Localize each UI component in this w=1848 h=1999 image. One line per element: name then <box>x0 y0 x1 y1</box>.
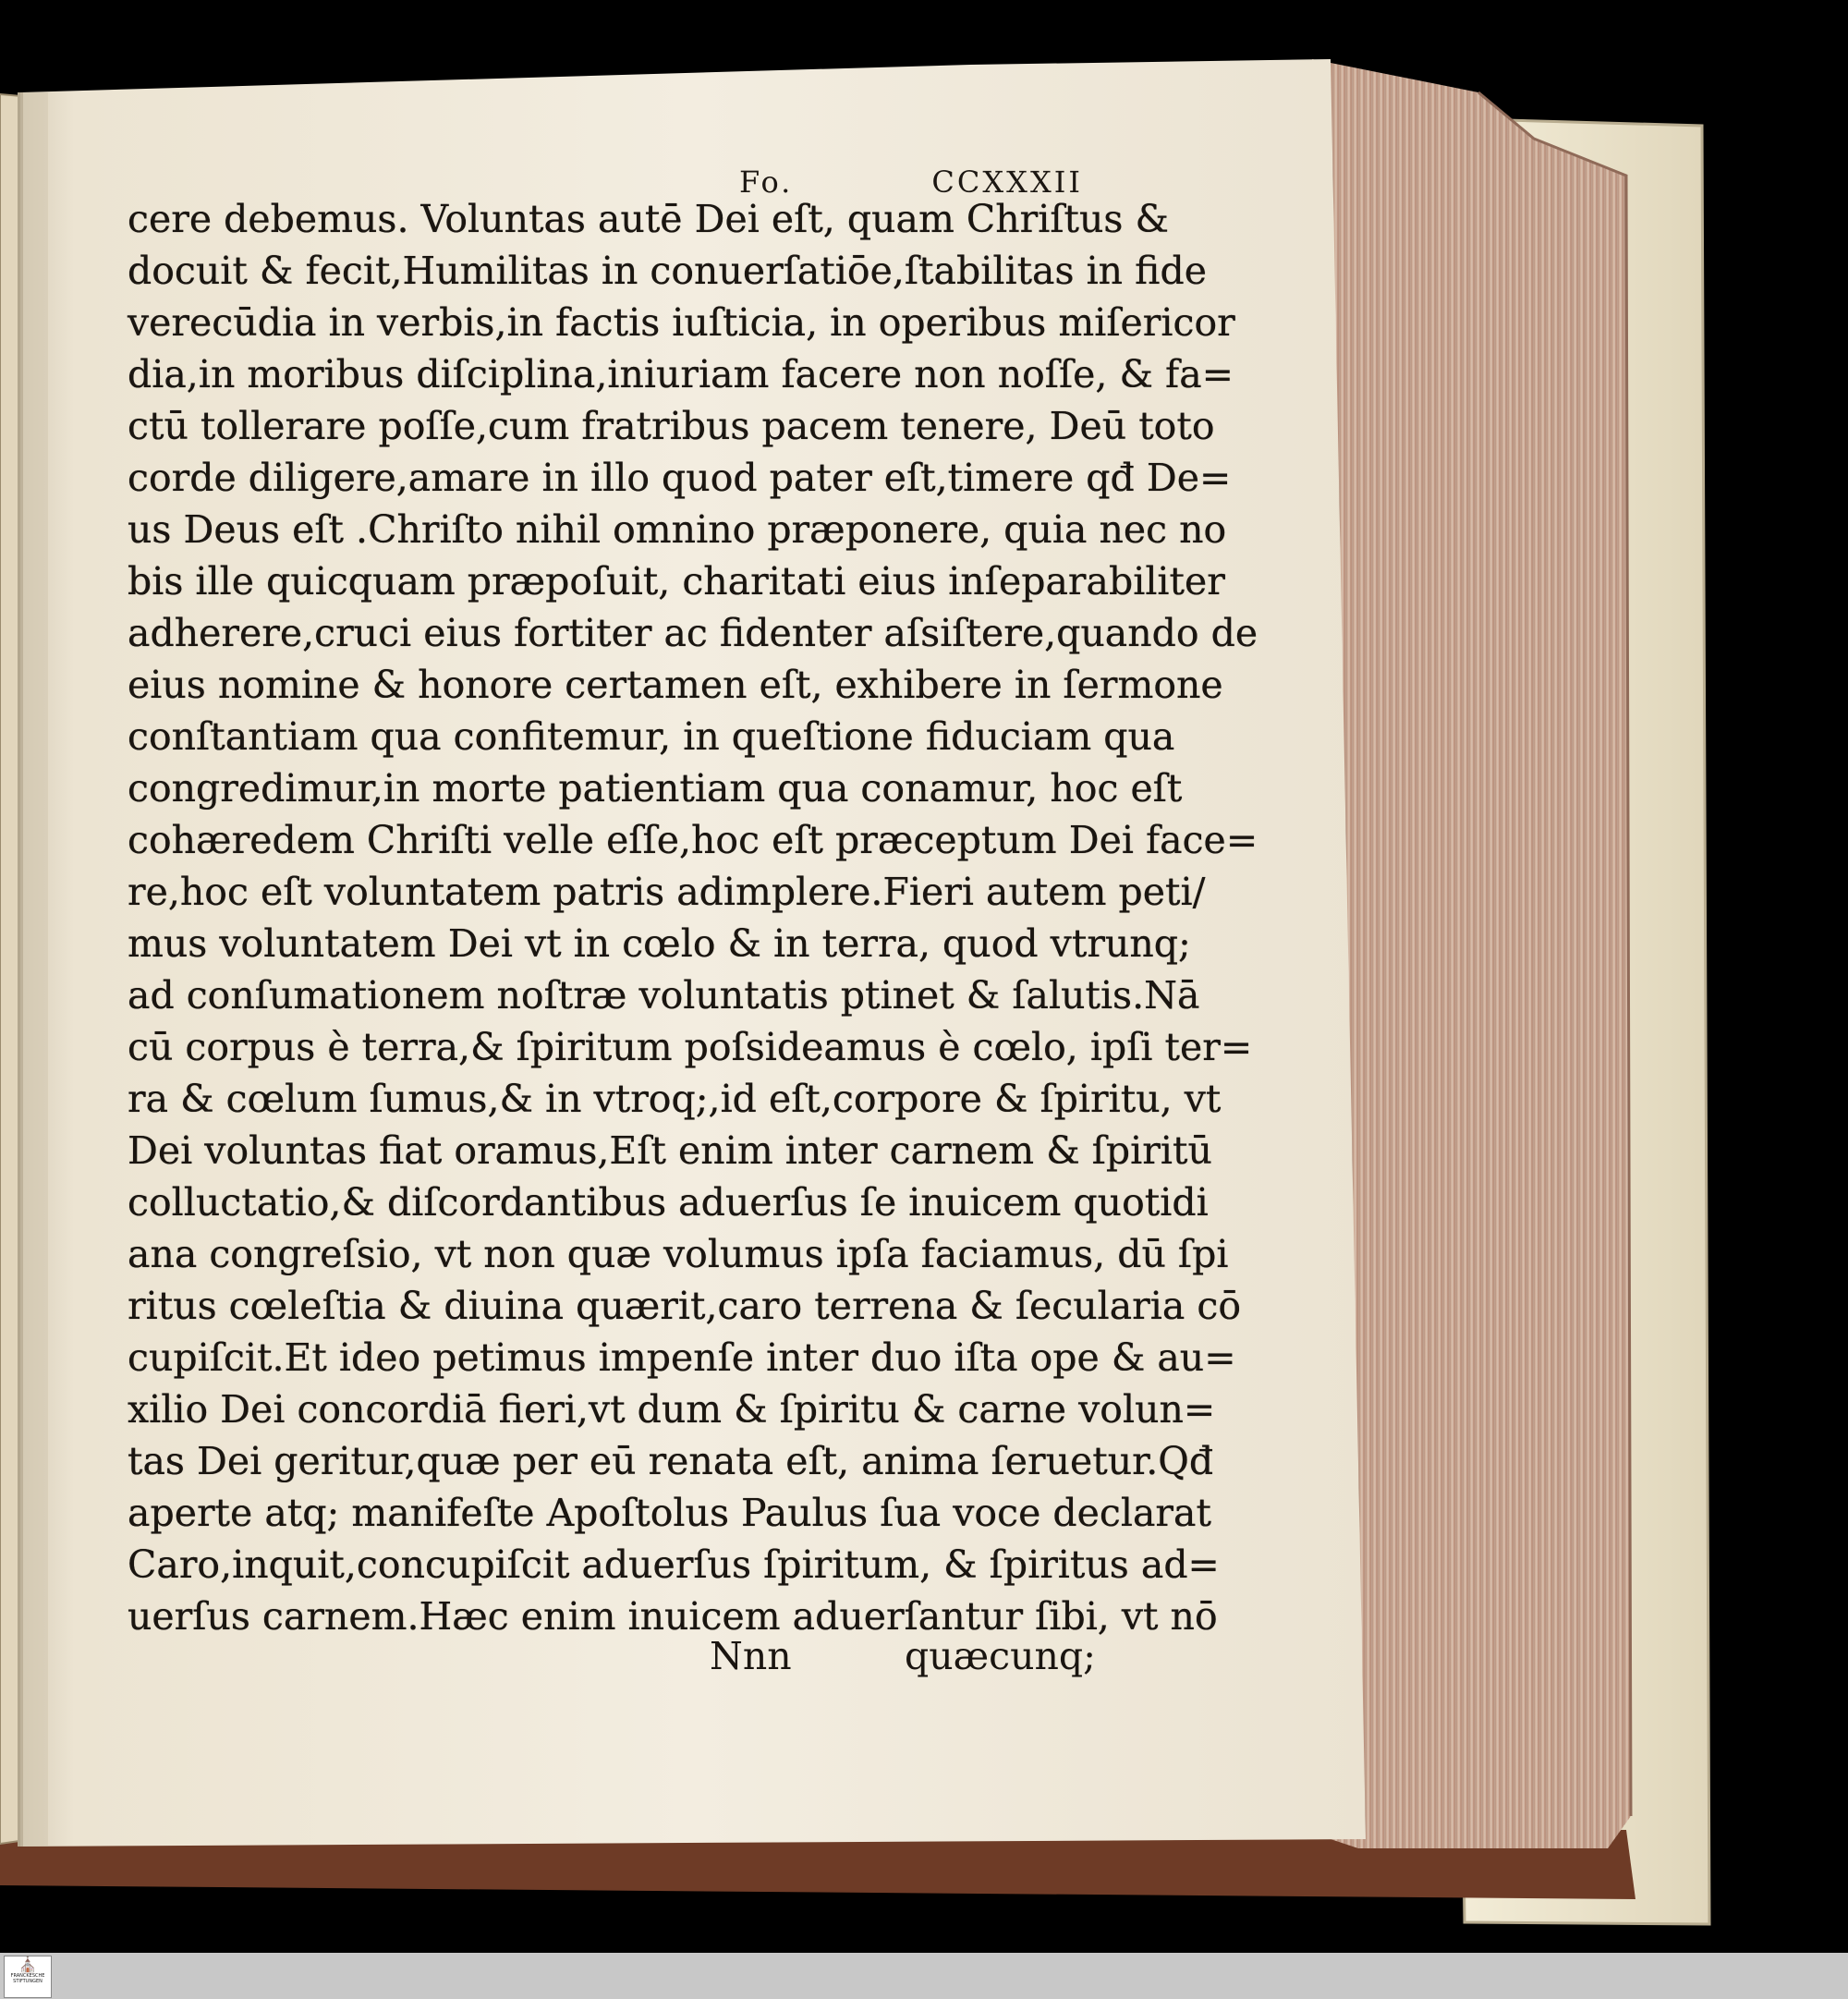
folio-number: CCXXXII <box>931 165 1083 200</box>
signature-mark: Nnn <box>710 1634 792 1678</box>
folio-label: Fo. <box>739 165 794 200</box>
text-line: cere debemus. Voluntas autē Dei eſt, quam Chriſtus & <box>128 197 1169 241</box>
text-line: cupiſcit.Et ideo petimus impenſe inter duo iſta ope & au= <box>128 1335 1236 1380</box>
text-line: colluctatio,& diſcordantibus aduerſus ſe inuicem quotidi <box>128 1180 1209 1225</box>
logo-sub: STIFTUNGEN <box>13 1979 43 1984</box>
text-line: ra & cœlum ſumus,& in vtroq;,id eſt,corpore & ſpiritu, vt <box>128 1077 1222 1121</box>
text-line: bis ille quicquam præpoſuit, charitati eius inſeparabiliter <box>128 559 1225 603</box>
text-line: us Deus eſt .Chriſto nihil omnino præponere, quia nec no <box>128 507 1227 552</box>
text-line: xilio Dei concordiā fieri,vt dum & ſpiritu & carne volun= <box>128 1387 1216 1432</box>
text-line: ana congreſsio, vt non quæ volumus ipſa faciamus, dū ſpi <box>128 1232 1229 1276</box>
text-line: re,hoc eſt voluntatem patris adimplere.Fieri autem peti/ <box>128 870 1206 914</box>
text-line: congredimur,in morte patientiam qua conamur, hoc eſt <box>128 766 1183 811</box>
text-line: Dei voluntas fiat oramus,Eſt enim inter carnem & ſpiritū <box>128 1128 1212 1173</box>
library-crest-icon: ⛪ FRANCKESCHE STIFTUNGEN <box>4 1956 52 1998</box>
text-line: dia,in moribus diſciplina,iniuriam facere non noſſe, & fa= <box>128 352 1234 396</box>
text-line: eius nomine & honore certamen eſt, exhibere in ſermone <box>128 663 1223 707</box>
text-line: mus voluntatem Dei vt in cœlo & in terra, quod vtrunq; <box>128 921 1191 966</box>
text-line: Caro,inquit,concupiſcit aduerſus ſpiritum, & ſpiritus ad= <box>128 1542 1220 1587</box>
catchword: quæcunq; <box>904 1634 1096 1678</box>
text-line: ctū tollerare poſſe,cum fratribus pacem tenere, Deū toto <box>128 404 1215 448</box>
text-line: conſtantiam qua confitemur, in queſtione fiduciam qua <box>128 714 1175 759</box>
text-line: aperte atq; manifeſte Apoſtolus Paulus ſua voce declarat <box>128 1491 1211 1535</box>
logo-name: FRANCKESCHE <box>10 1973 45 1979</box>
text-line: ritus cœleſtia & diuina quærit,caro terrena & ſecularia cō <box>128 1284 1242 1328</box>
text-line: cū corpus è terra,& ſpiritum poſsideamus è cœlo, ipſi ter= <box>128 1025 1253 1069</box>
text-line: adherere,cruci eius fortiter ac fidenter aſsiſtere,quando de <box>128 611 1258 655</box>
text-line: docuit & fecit,Humilitas in conuerſatiōe,ſtabilitas in fide <box>128 249 1207 293</box>
text-line: verecūdia in verbis,in factis iuſticia, in operibus miſericor <box>128 300 1235 345</box>
text-line: cohæredem Chriſti velle eſſe,hoc eſt præceptum Dei face= <box>128 818 1258 862</box>
text-line: uerſus carnem.Hæc enim inuicem aduerſantur ſibi, vt nō <box>128 1594 1218 1639</box>
catch-line <box>128 1634 1107 1689</box>
text-line: corde diligere,amare in illo quod pater eſt,timere qđ De= <box>128 456 1232 500</box>
viewer-footer-bar <box>0 1953 1848 1999</box>
text-line: ad conſumationem noſtræ voluntatis ptinet & ſalutis.Nā <box>128 973 1200 1018</box>
text-line: tas Dei geritur,quæ per eū renata eſt, anima ſeruetur.Qđ <box>128 1439 1214 1483</box>
